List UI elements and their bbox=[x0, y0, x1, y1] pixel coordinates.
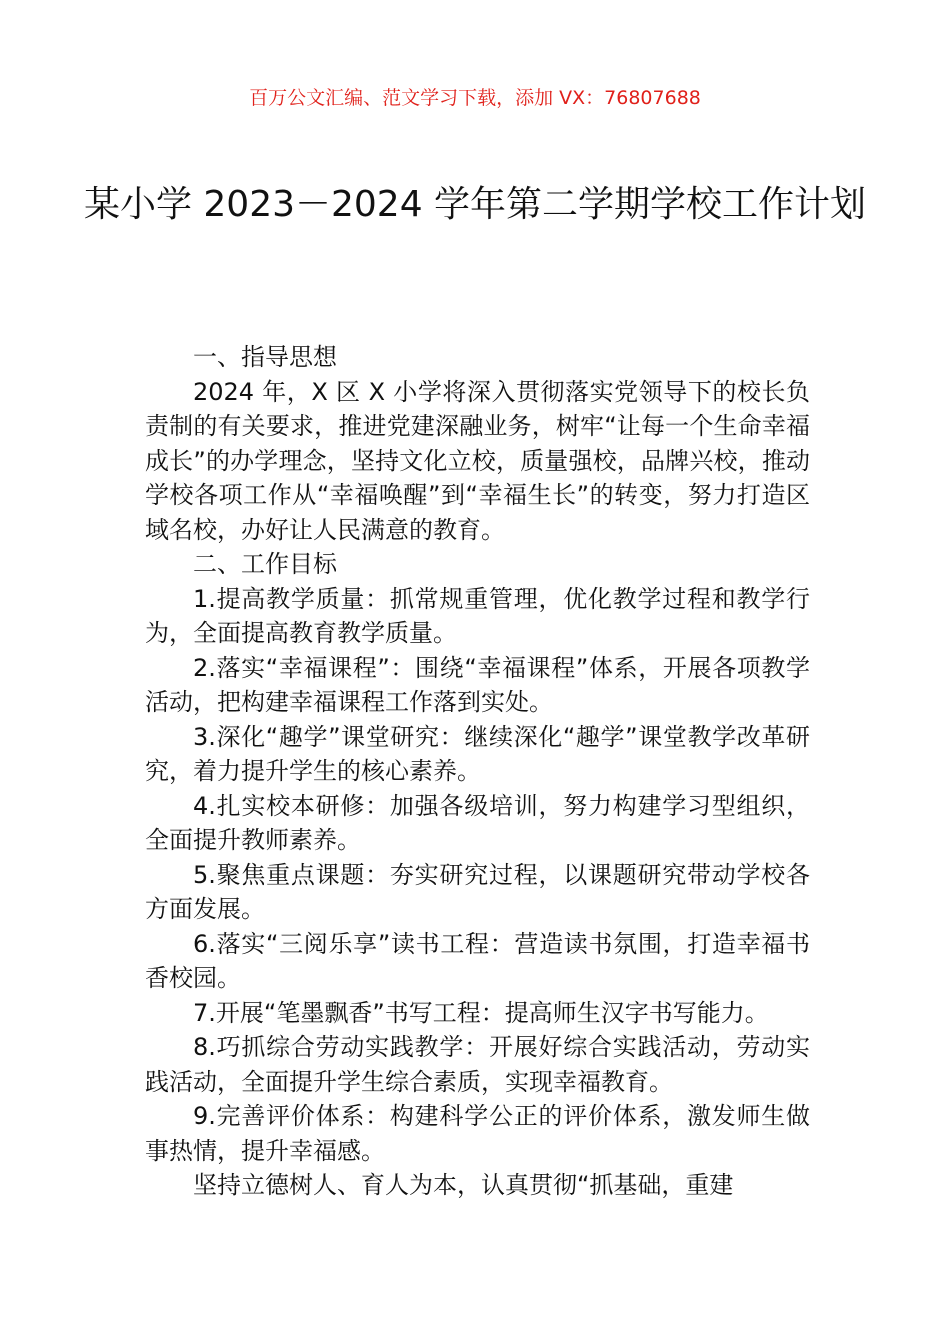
goal-item-3: 3.深化“趣学”课堂研究：继续深化“趣学”课堂教学改革研究，着力提升学生的核心素养。 bbox=[145, 722, 810, 785]
paragraph-closing: 坚持立德树人、育人为本，认真贯彻“抓基础，重建 bbox=[193, 1171, 734, 1199]
section-heading-work-goals: 二、工作目标 bbox=[193, 550, 337, 578]
paragraph-guiding-ideology: 2024 年，X 区 X 小学将深入贯彻落实党领导下的校长负责制的有关要求，推进党建深融业务，树牢“让每一个生命幸福成长”的办学理念，坚持文化立校，质量强校，品牌兴校，推动学校各项工作从“幸福唤醒”到“幸福生长”的转变，努力打造区域名校，办好让人民满意的教育。 bbox=[145, 377, 810, 544]
goal-item-2: 2.落实“幸福课程”：围绕“幸福课程”体系，开展各项教学活动，把构建幸福课程工作落到实处。 bbox=[145, 653, 810, 716]
goal-item-4: 4.扎实校本研修：加强各级培训，努力构建学习型组织，全面提升教师素养。 bbox=[145, 791, 810, 854]
goal-item-5: 5.聚焦重点课题：夯实研究过程，以课题研究带动学校各方面发展。 bbox=[145, 860, 810, 923]
document-body bbox=[145, 340, 810, 1203]
section-heading-guiding-ideology: 一、指导思想 bbox=[193, 343, 337, 371]
goal-item-1: 1.提高教学质量：抓常规重管理，优化教学过程和教学行为，全面提高教育教学质量。 bbox=[145, 584, 810, 647]
header-note: 百万公文汇编、范文学习下载，添加 VX：76807688 bbox=[249, 87, 701, 109]
document-title: 某小学 2023－2024 学年第二学期学校工作计划 bbox=[83, 184, 867, 225]
goal-item-9: 9.完善评价体系：构建科学公正的评价体系，激发师生做事热情，提升幸福感。 bbox=[145, 1102, 810, 1165]
goal-item-8: 8.巧抓综合劳动实践教学：开展好综合实践活动，劳动实践活动，全面提升学生综合素质，实现幸福教育。 bbox=[145, 1033, 810, 1096]
goal-item-6: 6.落实“三阅乐享”读书工程：营造读书氛围，打造幸福书香校园。 bbox=[145, 929, 810, 992]
goal-item-7: 7.开展“笔墨飘香”书写工程：提高师生汉字书写能力。 bbox=[193, 998, 769, 1027]
